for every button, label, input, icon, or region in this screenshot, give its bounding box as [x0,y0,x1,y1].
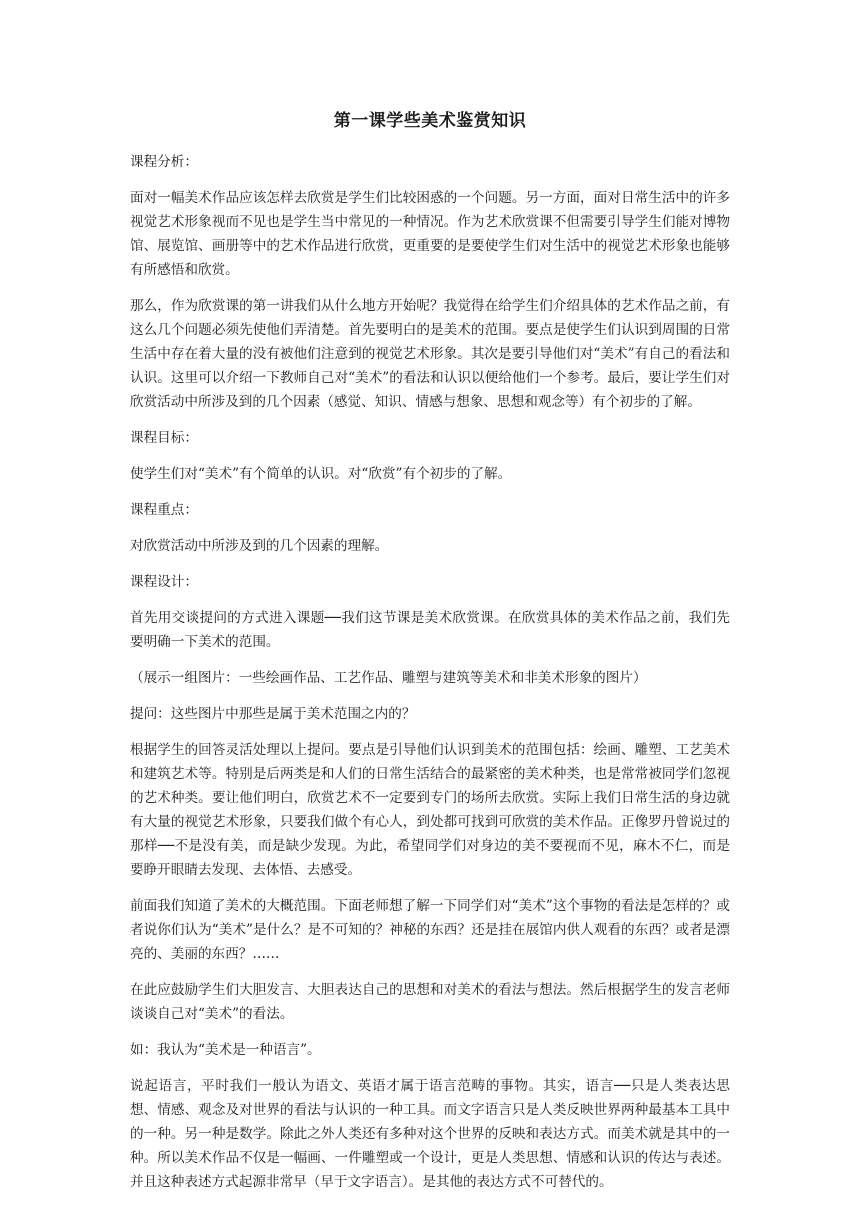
section-heading-goals: 课程目标： [130,430,198,446]
paragraph: 如：我认为“美术是一种语言”。 [130,1042,321,1058]
paragraph: 那么，作为欣赏课的第一讲我们从什么地方开始呢？我觉得在给学生们介绍具体的艺术作品之前，有这么几个问题必须先使他们弄清楚。首先要明白的是美术的范围。要点是使学生们认识到周围的日常生活中存在着大量的没有被他们注意到的视觉艺术形象。其次是要引导他们对“美术”有自己的看法和认识。这里可以介绍一下教师自己对“美术”的看法和认识以便给他们一个参考。最后，要让学生们对欣赏活动中所涉及到的几个因素（感觉、知识、情感与想象、思想和观念等）有个初步的了解。 [130,298,730,410]
paragraph: 根据学生的回答灵活处理以上提问。要点是引导他们认识到美术的范围包括：绘画、雕塑、工艺美术和建筑艺术等。特别是后两类是和人们的日常生活结合的最紧密的美术种类，也是常常被同学们忽视的艺术种类。要让他们明白，欣赏艺术不一定要到专门的场所去欣赏。实际上我们日常生活的身边就有大量的视觉艺术形象，只要我们做个有心人，到处都可找到可欣赏的美术作品。正像罗丹曾说过的那样──不是没有美，而是缺少发现。为此，希望同学们对身边的美不要视而不见，麻木不仁，而是要睁开眼睛去发现、去体悟、去感受。 [130,742,730,878]
paragraph: 提问：这些图片中那些是属于美术范围之内的？ [130,706,416,722]
paragraph: 前面我们知道了美术的大概范围。下面老师想了解一下同学们对“美术”这个事物的看法是怎样的？或者说你们认为“美术”是什么？是不可知的？神秘的东西？还是挂在展馆内供人观看的东西？或者是漂亮的、美丽的东西？…… [130,898,730,962]
document-page [130,106,730,1206]
section-heading-analysis: 课程分析： [130,154,198,170]
document-title: 第一课学些美术鉴赏知识 [333,111,527,131]
section-heading-focus: 课程重点： [130,502,198,518]
paragraph: 在此应鼓励学生们大胆发言、大胆表达自己的思想和对美术的看法与想法。然后根据学生的发言老师谈谈自己对“美术”的看法。 [130,982,730,1022]
section-heading-design: 课程设计： [130,574,198,590]
paragraph: 对欣赏活动中所涉及到的几个因素的理解。 [130,538,389,554]
paragraph: 首先用交谈提问的方式进入课题──我们这节课是美术欣赏课。在欣赏具体的美术作品之前，我们先要明确一下美术的范围。 [130,610,730,650]
paragraph: （展示一组图片：一些绘画作品、工艺作品、雕塑与建筑等美术和非美术形象的图片） [130,670,647,686]
paragraph: 面对一幅美术作品应该怎样去欣赏是学生们比较困惑的一个问题。另一方面，面对日常生活中的许多视觉艺术形象视而不见也是学生当中常见的一种情况。作为艺术欣赏课不但需要引导学生们能对博物馆、展览馆、画册等中的艺术作品进行欣赏，更重要的是要使学生们对生活中的视觉艺术形象也能够有所感悟和欣赏。 [130,190,730,278]
paragraph: 使学生们对“美术”有个简单的认识。对“欣赏”有个初步的了解。 [130,466,512,482]
paragraph: 说起语言，平时我们一般认为语文、英语才属于语言范畴的事物。其实，语言──只是人类表达思想、情感、观念及对世界的看法与认识的一种工具。而文字语言只是人类反映世界两种最基本工具中的一种。另一种是数学。除此之外人类还有多种对这个世界的反映和表达方式。而美术就是其中的一种。所以美术作品不仅是一幅画、一件雕塑或一个设计，更是人类思想、情感和认识的传达与表述。并且这种表述方式起源非常早（早于文字语言）。是其他的表达方式不可替代的。 [130,1078,730,1190]
